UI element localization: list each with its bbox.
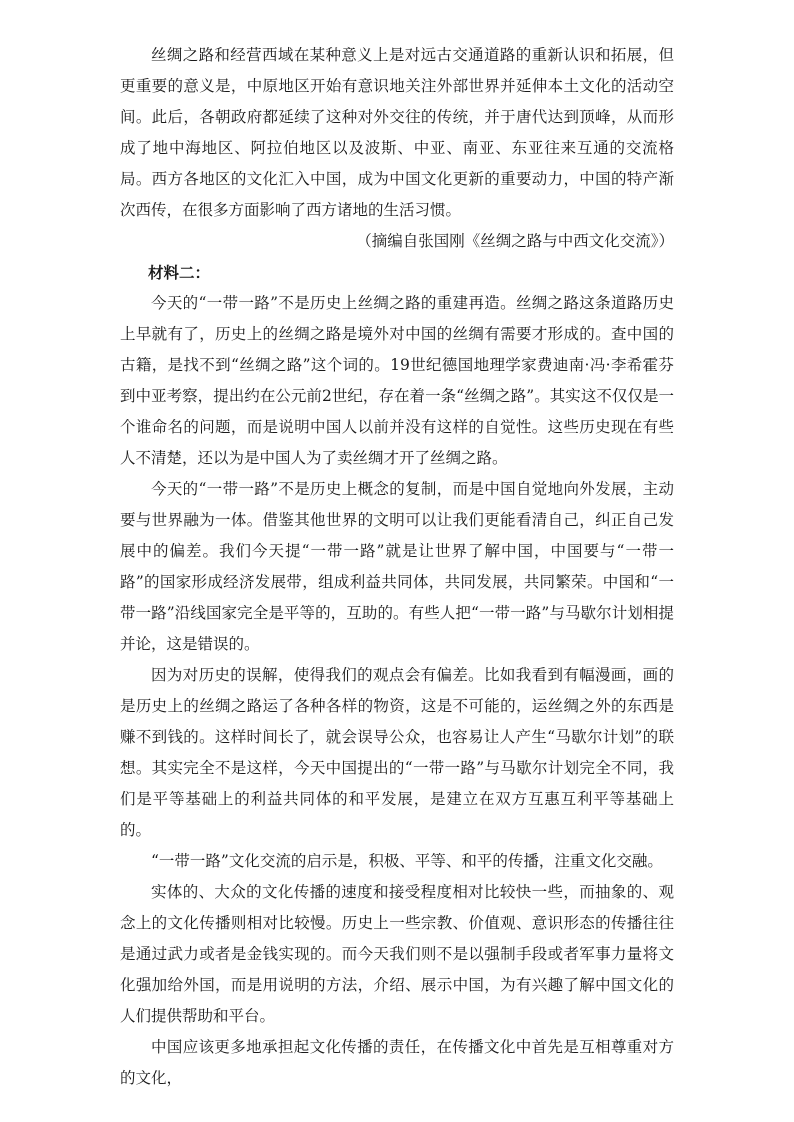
material1-source: （摘编自张国刚《丝绸之路与中西文化交流》） bbox=[356, 232, 674, 250]
material2-paragraph-6: 中国应该更多地承担起文化传播的责任，在传播文化中首先是互相尊重对方的文化， bbox=[120, 1038, 674, 1087]
material1-paragraph-1: 丝绸之路和经营西域在某种意义上是对远古交通道路的重新认识和拓展，但更重要的意义是，中原地区开始有意识地关注外部世界并延伸本土文化的活动空间。此后，各朝政府都延续了这种对外交往的传统，并于唐代达到顶峰，从而形成了地中海地区、阿拉伯地区以及波斯、中亚、南亚、东亚往来互通的交流格局。西方各地区的文化汇入中国，成为中国文化更新的重要动力，中国的特产渐次西传，在很多方面影响了西方诸地的生活习惯。 bbox=[120, 46, 674, 219]
material2-paragraph-5: 实体的、大众的文化传播的速度和接受程度相对比较快一些，而抽象的、观念上的文化传播则相对比较慢。历史上一些宗教、价值观、意识形态的传播往往是通过武力或者是金钱实现的。而今天我们则不是以强制手段或者军事力量将文化强加给外国，而是用说明的方法，介绍、展示中国，为有兴趣了解中国文化的人们提供帮助和平台。 bbox=[120, 883, 674, 1025]
material2-paragraph-2: 今天的“一带一路”不是历史上概念的复制，而是中国自觉地向外发展，主动要与世界融为一体。借鉴其他世界的文明可以让我们更能看清自己，纠正自己发展中的偏差。我们今天提“一带一路”就是让世界了解中国，中国要与“一带一路”的国家形成经济发展带，组成利益共同体，共同发展，共同繁荣。中国和“一带一路”沿线国家完全是平等的，互助的。有些人把“一带一路”与马歇尔计划相提并论，这是错误的。 bbox=[120, 480, 674, 653]
material2-paragraph-1: 今天的“一带一路”不是历史上丝绸之路的重建再造。丝绸之路这条道路历史上早就有了，历史上的丝绸之路是境外对中国的丝绸有需要才形成的。查中国的古籍，是找不到“丝绸之路”这个词的。19世纪德国地理学家费迪南·冯·李希霍芬到中亚考察，提出约在公元前2世纪，存在着一条“丝绸之路”。其实这不仅仅是一个谁命名的问题，而是说明中国人以前并没有这样的自觉性。这些历史现在有些人不清楚，还以为是中国人为了卖丝绸才开了丝绸之路。 bbox=[120, 294, 674, 467]
material2-paragraph-3: 因为对历史的误解，使得我们的观点会有偏差。比如我看到有幅漫画，画的是历史上的丝绸之路运了各种各样的物资，这是不可能的，运丝绸之外的东西是赚不到钱的。这样时间长了，就会误导公众，也容易让人产生“马歇尔计划”的联想。其实完全不是这样，今天中国提出的“一带一路”与马歇尔计划完全不同，我们是平等基础上的利益共同体的和平发展，是建立在双方互惠互利平等基础上的。 bbox=[120, 666, 674, 839]
material2-paragraph-4: “一带一路”文化交流的启示是，积极、平等、和平的传播，注重文化交融。 bbox=[151, 852, 663, 870]
material2-heading: 材料二： bbox=[148, 263, 211, 282]
